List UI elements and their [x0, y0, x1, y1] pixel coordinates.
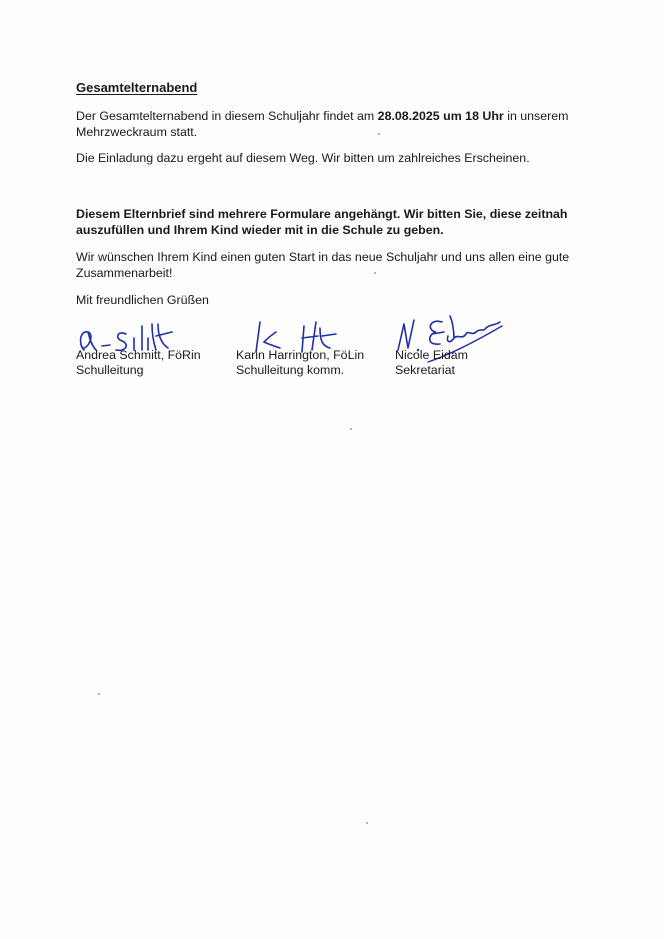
invitation-paragraph: Die Einladung dazu ergeht auf diesem Weg. Wir bitten um zahlreiches Erscheinen.	[76, 151, 530, 165]
meeting-text-post: in unserem Mehrzweckraum statt.	[76, 109, 569, 139]
scan-speck	[374, 272, 376, 274]
signatory-name: Nicole Eidam	[395, 348, 468, 362]
section-heading: Gesamtelternabend	[76, 80, 198, 95]
signatory-name: Andrea Schmitt, FöRin	[76, 348, 201, 362]
meeting-paragraph	[76, 108, 596, 140]
signatory-name: Karin Harrington, FöLin	[236, 348, 365, 362]
scan-speck	[350, 428, 352, 430]
signatory-role: Sekretariat	[395, 363, 455, 377]
signatory-harrington	[236, 348, 364, 378]
meeting-time: 18 Uhr	[465, 109, 504, 123]
closing-text: Mit freundlichen Grüßen	[76, 293, 209, 307]
scan-speck	[366, 822, 368, 824]
scan-speck	[378, 133, 380, 135]
meeting-date: 28.08.2025	[377, 109, 440, 123]
wishes-paragraph: Wir wünschen Ihrem Kind einen guten Start in das neue Schuljahr und uns allen eine gute Zusammenarbeit!	[76, 250, 570, 280]
signatory-schmitt	[76, 348, 201, 378]
meeting-text-mid: um	[439, 109, 466, 123]
forms-notice-paragraph: Diesem Elternbrief sind mehrere Formulare angehängt. Wir bitten Sie, diese zeitnah auszufüllen und Ihrem Kind wieder mit in die Schule zu geben.	[76, 207, 568, 237]
signatory-eidam	[395, 348, 468, 378]
signatory-role: Schulleitung	[76, 363, 144, 377]
scan-speck	[98, 693, 100, 695]
signatory-role: Schulleitung komm.	[236, 363, 345, 377]
meeting-text-pre: Der Gesamtelternabend in diesem Schuljahr findet am	[76, 109, 378, 123]
